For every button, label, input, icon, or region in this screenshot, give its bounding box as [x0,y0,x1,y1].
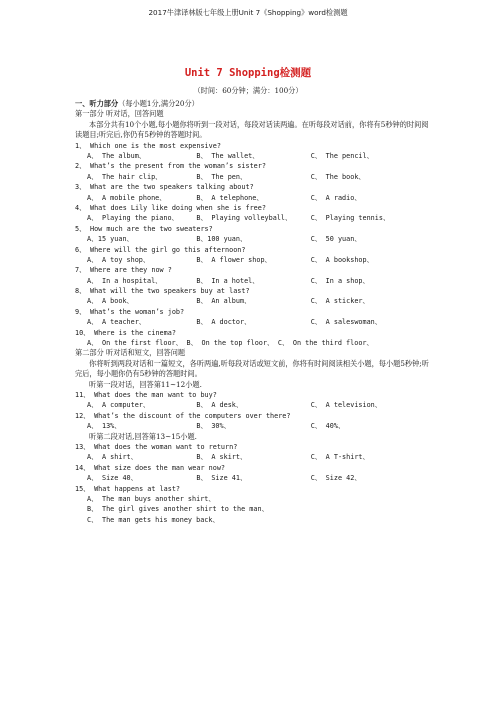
question-text: 5、 How much are the two sweaters? [75,224,213,233]
question-text: 3、 What are the two speakers talking about? [75,183,254,192]
question-options [75,151,430,161]
question-text: 8、 What will the two speakers buy at last? [75,287,250,296]
subsection-heading-2: 第二部分 听对话和短文，回答问题 [75,348,186,358]
option-a: A、 Playing the piano、 [87,214,179,223]
option-a: A、 A shirt、 [87,453,138,462]
option-c: C、 A bookshop、 [310,255,374,264]
question-options [75,317,430,327]
option-a: A、 A book、 [87,297,134,306]
question-options [75,172,430,182]
subsection-heading: 第一部分 听对话，回答问题 [75,109,164,119]
option-b: B、 The wallet、 [196,151,260,160]
question-list-b [75,390,430,432]
option-a: A、 In a hospital、 [87,276,162,285]
option-b: B、 Playing volleyball、 [196,214,292,223]
question-options [75,452,430,462]
question-options [75,255,430,265]
question-list-a [75,141,430,328]
question-text: 2、 What’s the present from the woman’s sister? [75,162,266,171]
document-body [75,99,430,525]
question-15-option-b: B、 The girl gives another shirt to the man、 [87,505,269,514]
listening-note-1: 听第一段对话，回答第11~12小题. [89,379,202,389]
option-b: B、 A skirt、 [196,453,247,462]
option-b: B、 Size 41、 [196,474,247,483]
question-10-options: A、 On the first floor、 B、 On the top floor、 C、 On the third floor、 [87,339,374,348]
question-15: 15、 What happens at last? [75,484,181,493]
question-options [75,276,430,286]
question-options [75,296,430,306]
listening-note-2: 听第二段对话,回答第13~15小题. [89,431,197,441]
question-text: 7、 Where are they now ? [75,266,172,275]
option-a: A、 Size 40、 [87,474,138,483]
option-a: A、15 yuan、 [87,235,134,244]
question-options [75,400,430,410]
option-a: A、 The hair clip、 [87,172,162,181]
question-15-option-a: A、 The man buys another shirt、 [87,494,216,503]
question-options [75,234,430,244]
question-text: 11、 What does the man want to buy? [75,391,217,400]
option-c: C、 A T-shirt、 [310,453,370,462]
question-text: 13、 What does the woman want to return? [75,442,238,451]
question-options [75,193,430,203]
instructions-paragraph: 本部分共有10个小题,每小题你将听到一段对话，每段对话读两遍。在听每段对话前，你将有5秒钟的时间阅读题目;听完后,你仍有5秒钟的答题时间。 [75,119,429,140]
question-15-option-c: C、 The man gets his money back、 [87,515,220,524]
question-text: 9、 What’s the woman’s job? [75,307,185,316]
question-text: 14、 What size does the man wear now? [75,463,226,472]
question-text: 6、 Where will the girl go this afternoon? [75,245,246,254]
option-c: C、 A radio、 [310,193,362,202]
section-heading-note: （每小题1分,满分20分） [118,99,199,108]
option-c: C、 A television、 [310,401,382,410]
option-c: C、 A sticker、 [310,297,370,306]
option-b: B、 A telephone、 [196,193,264,202]
question-list-c [75,442,430,484]
option-a: A、 A computer、 [87,401,150,410]
option-b: B、 A flower shop、 [196,255,272,264]
question-text: 1、 Which one is the most expensive? [75,141,221,150]
option-c: C、 In a shop、 [310,276,370,285]
option-a: A、 A teacher、 [87,318,146,327]
option-a: A、 A toy shop、 [87,255,150,264]
question-10: 10、 Where is the cinema? [75,328,176,337]
option-c: C、 40%、 [310,422,345,431]
option-a: A、 13%、 [87,422,122,431]
question-options [75,213,430,223]
option-a: A、 The album、 [87,151,146,160]
option-c: C、 50 yuan、 [310,235,362,244]
option-b: B、 30%、 [196,422,231,431]
question-text: 12、 What’s the discount of the computers over there? [75,411,291,420]
section-heading-title: 一、听力部分 [75,99,119,108]
option-b: B、 The pen、 [196,172,247,181]
page-header: 2017牛津译林版七年级上册Unit 7《Shopping》word检测题 [148,8,348,17]
option-c: C、 Playing tennis、 [310,214,390,223]
question-text: 4、 What does Lily like doing when she is free? [75,203,266,212]
option-b: B、 In a hotel、 [196,276,260,285]
option-b: B、 An album、 [196,297,251,306]
option-c: C、 A saleswoman、 [310,318,382,327]
option-a: A、 A mobile phone、 [87,193,167,202]
option-c: C、 Size 42、 [310,474,362,483]
option-b: B、100 yuan、 [196,235,247,244]
option-c: C、 The book、 [310,172,366,181]
page-subtitle: （时间：60分钟；满分：100分） [193,86,303,95]
option-b: B、 A doctor、 [196,318,251,327]
question-options [75,421,430,431]
section-heading [75,99,430,109]
instructions-paragraph-2: 你将听到两段对话和一篇短文，各听两遍,听每段对话或短文前，你将有时间阅读相关小题，每小题5秒钟;听完后，每小题你仍有5秒钟的答题时间。 [75,358,429,379]
option-b: B、 A desk、 [196,401,243,410]
page-title: Unit 7 Shopping检测题 [184,67,312,79]
option-c: C、 The pencil、 [310,151,374,160]
question-options [75,473,430,483]
